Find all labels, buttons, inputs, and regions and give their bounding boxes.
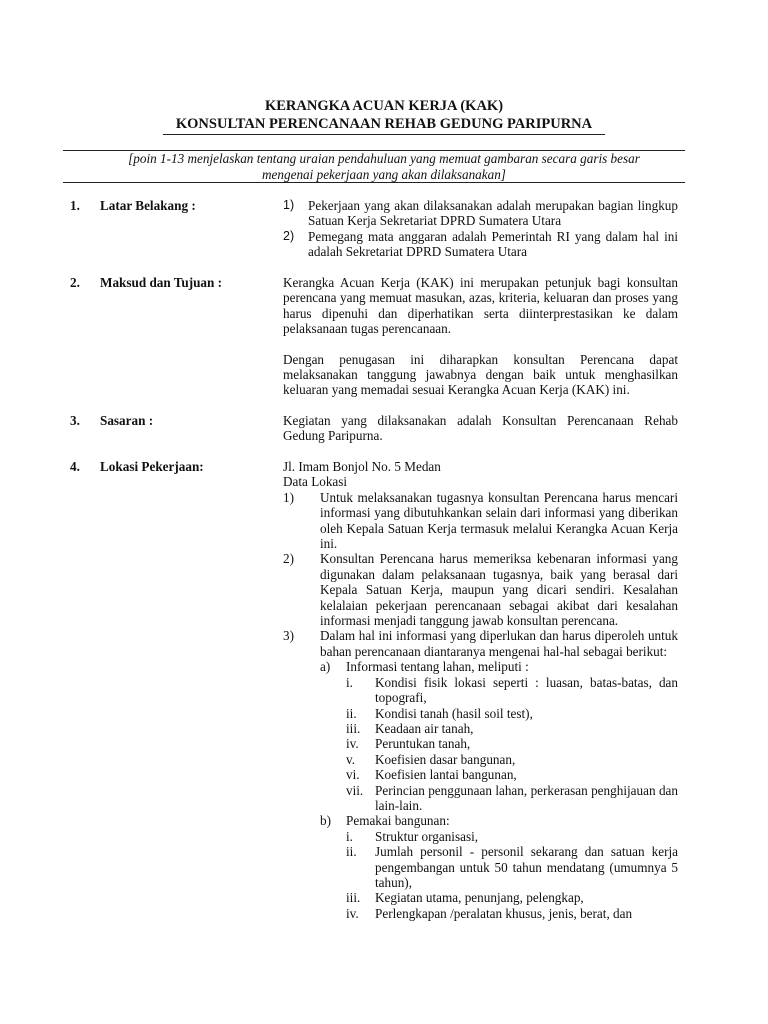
list-marker: 3) (283, 628, 294, 644)
nested-list-item (346, 736, 678, 751)
list-text: Pekerjaan yang akan dilaksanakan adalah merupakan bagian lingkup Satuan Kerja Sekretariat DPRD Sumatera Utara (308, 198, 678, 229)
nested-marker: ii. (346, 705, 357, 721)
nested-marker: iv. (346, 736, 359, 752)
section-number: 2. (70, 275, 80, 290)
nested-list-item (346, 890, 678, 905)
nested-text: Perlengkapan /peralatan khusus, jenis, berat, dan (375, 905, 633, 921)
sublist-item (320, 813, 678, 921)
list-text: Dalam hal ini informasi yang diperlukan dan harus diperoleh untuk bahan perencanaan diantaranya mengenai hal-hal sebagai berikut: (320, 628, 678, 659)
list-item (283, 490, 678, 552)
section-number: 3. (70, 413, 80, 428)
intro-note-line2: mengenai pekerjaan yang akan dilaksanakan] (262, 166, 506, 182)
list-text: Konsultan Perencana harus memeriksa kebenaran informasi yang digunakan dalam pelaksanaan tugasnya, baik yang berasal dari Kepala Satuan Kerja, maupun yang dicari sendiri. Kesalahan kelalaian pekerjaan perencanaan sebagai akibat dari kesalahan informasi menjadi tanggung jawab konsultan perencana. (320, 551, 678, 629)
intro-note-line1: [poin 1-13 menjelaskan tentang uraian pendahuluan yang memuat gambaran secara garis besar (128, 151, 640, 166)
nested-marker: vi. (346, 767, 360, 783)
section-body (283, 459, 678, 921)
section-label: Maksud dan Tujuan : (100, 275, 223, 290)
nested-marker: ii. (346, 844, 357, 860)
document-subtitle: KONSULTAN PERENCANAAN REHAB GEDUNG PARIPURNA (175, 116, 593, 132)
paragraph: Kegiatan yang dilaksanakan adalah Konsultan Perencanaan Rehab Gedung Paripurna. (283, 413, 678, 444)
nested-marker: iii. (346, 890, 361, 906)
nested-text: Perincian penggunaan lahan, perkerasan penghijauan dan lain-lain. (375, 782, 678, 813)
nested-marker: iv. (346, 905, 359, 921)
paragraph: Kerangka Acuan Kerja (KAK) ini merupakan petunjuk bagi konsultan perencana yang memuat masukan, azas, kriteria, keluaran dan proses yang harus dipenuhi dan diperhatikan serta diinterprestasikan ke dalam pelaksanaan tugas perencanaan. (283, 275, 678, 337)
nested-list-item (346, 829, 678, 844)
nested-marker: i. (346, 674, 353, 690)
sublist-marker: b) (320, 813, 331, 829)
nested-marker: v. (346, 751, 356, 767)
list-item (283, 229, 678, 260)
nested-list-item (346, 675, 678, 706)
intro-note (96, 151, 672, 182)
nested-text: Peruntukan tanah, (375, 736, 471, 752)
sublist-item (320, 659, 678, 813)
nested-list-item (346, 706, 678, 721)
section-body (283, 198, 678, 260)
list-marker: 1) (283, 198, 295, 212)
nested-list-item (346, 721, 678, 736)
sublist-marker: a) (320, 659, 331, 675)
nested-list-item (346, 767, 678, 782)
list-text: Pemegang mata anggaran adalah Pemerintah RI yang dalam hal ini adalah Sekretariat DPRD Sumatera Utara (308, 228, 678, 260)
list-marker: 1) (283, 489, 294, 505)
list-marker: 2) (283, 228, 295, 243)
nested-text: Keadaan air tanah, (375, 720, 474, 736)
subheading: Data Lokasi (283, 474, 348, 490)
nested-list-item (346, 906, 678, 921)
address-line: Jl. Imam Bonjol No. 5 Medan (283, 459, 441, 474)
sublist-content (346, 813, 678, 921)
document-title: KERANGKA ACUAN KERJA (KAK) (264, 98, 504, 114)
list-item-content (320, 628, 678, 921)
nested-text: Koefisien dasar bangunan, (375, 751, 516, 767)
nested-marker: iii. (346, 720, 361, 736)
section-label: Sasaran : (100, 413, 154, 428)
nested-list-item (346, 783, 678, 814)
nested-text: Jumlah personil - personil sekarang dan satuan kerja pengembangan untuk 50 tahun mendatang (umumnya 5 tahun), (375, 844, 678, 890)
note-bottom-rule (63, 182, 685, 183)
sublist-content (346, 659, 678, 813)
section-label: Lokasi Pekerjaan: (100, 459, 204, 474)
nested-list-item (346, 844, 678, 890)
section-number: 1. (70, 198, 80, 213)
list-text: Untuk melaksanakan tugasnya konsultan Perencana harus mencari informasi yang dibutuhkankan selain dari informasi yang diberikan oleh Kepala Satuan Kerja termasuk melalui Kerangka Acuan Kerja ini. (320, 489, 678, 552)
nested-text: Kondisi fisik lokasi seperti : luasan, batas-batas, dan topografi, (375, 674, 678, 706)
nested-text: Struktur organisasi, (375, 828, 479, 844)
nested-marker: i. (346, 828, 353, 844)
paragraph: Dengan penugasan ini diharapkan konsultan Perencana dapat melaksanakan tanggung jawabnya dengan baik untuk menghasilkan keluaran yang memadai sesuai Kerangka Acuan Kerja (KAK) ini. (283, 351, 678, 398)
list-item (283, 628, 678, 921)
section-body (283, 275, 678, 398)
list-item (283, 551, 678, 628)
nested-text: Kondisi tanah (hasil soil test), (375, 705, 533, 721)
nested-list-item (346, 752, 678, 767)
nested-text: Koefisien lantai bangunan, (375, 767, 517, 783)
list-item (283, 198, 678, 229)
list-marker: 2) (283, 551, 294, 567)
section-body (283, 413, 678, 444)
title-underline (163, 134, 605, 135)
section-number: 4. (70, 459, 80, 474)
nested-marker: vii. (346, 782, 364, 798)
section-label: Latar Belakang : (100, 198, 196, 213)
nested-text: Kegiatan utama, penunjang, pelengkap, (375, 890, 584, 906)
sublist-text: Pemakai bangunan: (346, 813, 450, 829)
sublist-text: Informasi tentang lahan, meliputi : (346, 659, 529, 675)
